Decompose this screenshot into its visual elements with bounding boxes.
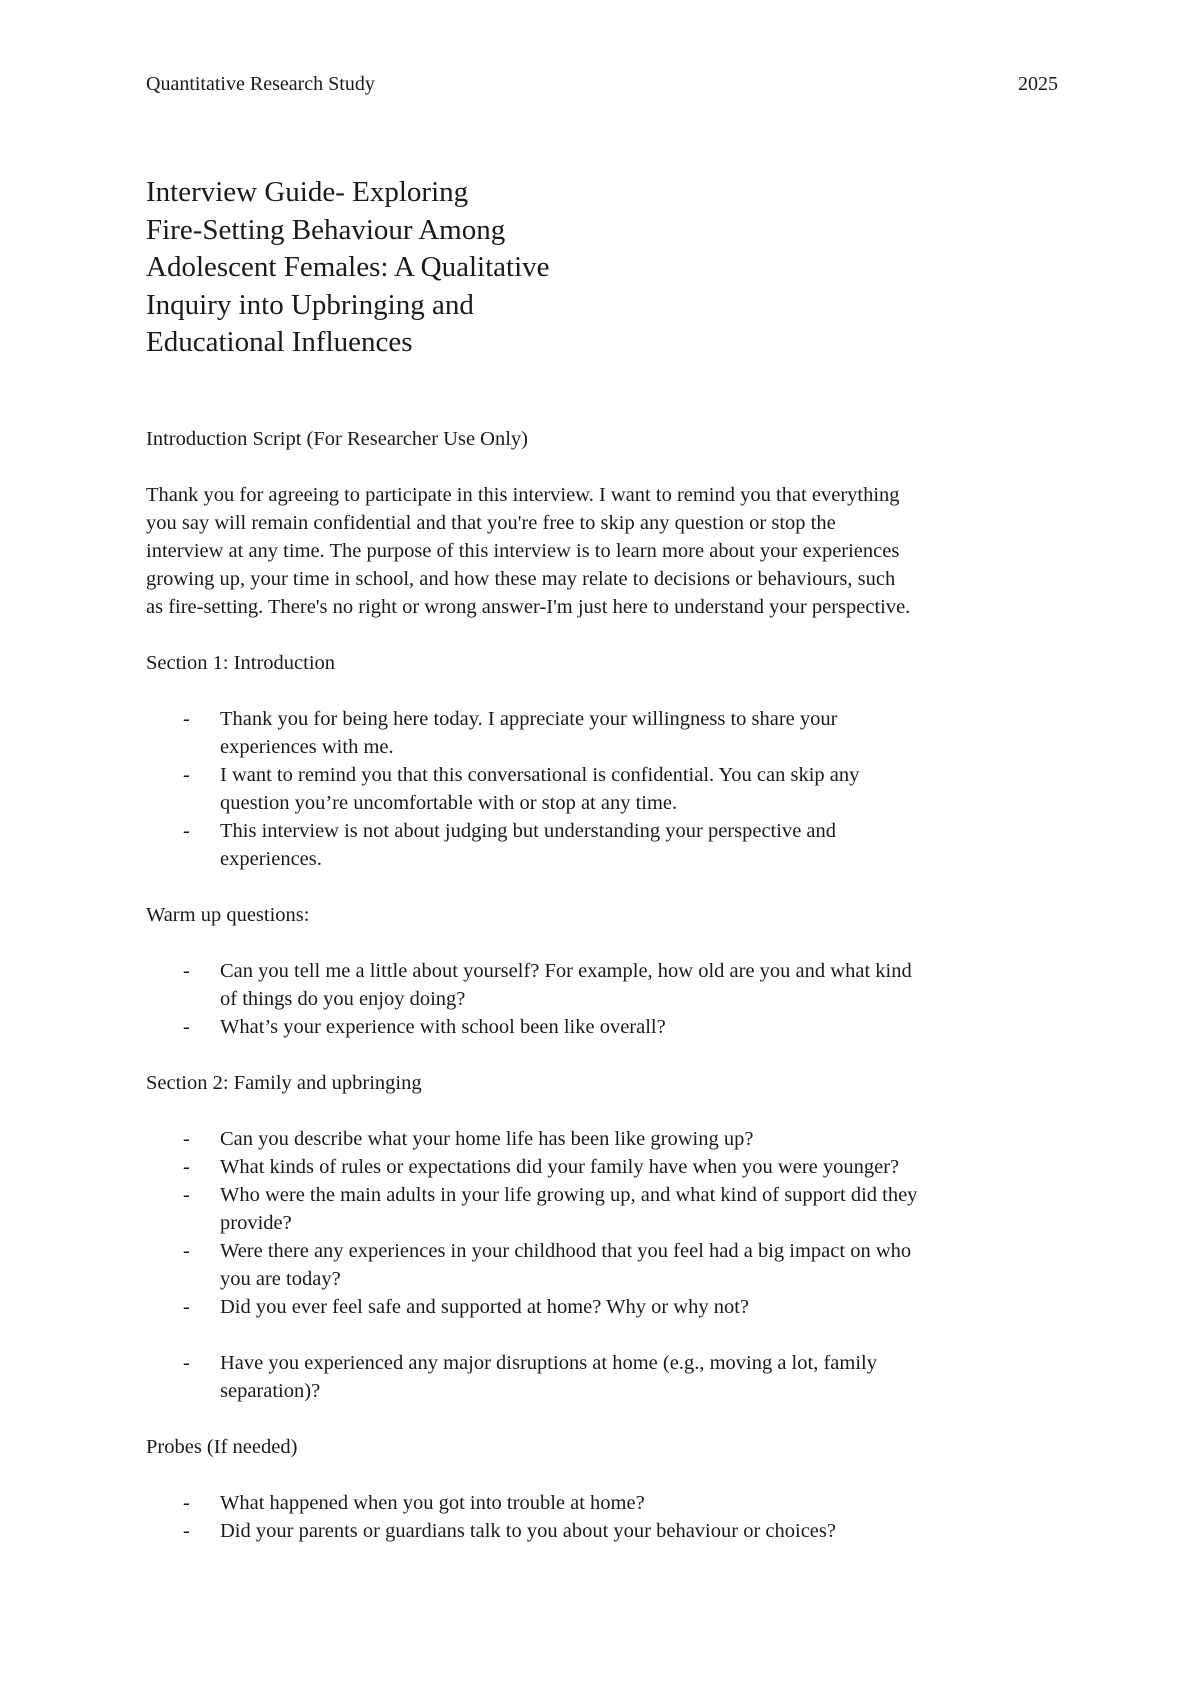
dash-bullet: - — [183, 820, 190, 842]
list-item: - Did you ever feel safe and supported at home? Why or why not? — [146, 1293, 1066, 1321]
section2-list — [146, 1125, 1066, 1405]
list-item: - Thank you for being here today. I appreciate your willingness to share your experiences with me. — [146, 705, 1066, 761]
title-line: Interview Guide- Exploring — [146, 176, 469, 208]
intro-paragraph — [146, 481, 1066, 621]
paragraph-line: you say will remain confidential and that you're free to skip any question or stop the — [146, 512, 836, 534]
list-item: - I want to remind you that this conversational is confidential. You can skip any question you’re uncomfortable with or stop at any time. — [146, 761, 1066, 817]
probes-heading: Probes (If needed) — [146, 1436, 298, 1458]
document-title — [146, 174, 666, 362]
list-item: - Have you experienced any major disruptions at home (e.g., moving a lot, family separation)? — [146, 1349, 1066, 1405]
list-item: - Who were the main adults in your life growing up, and what kind of support did they provide? — [146, 1181, 1066, 1237]
probes-list — [146, 1489, 1066, 1545]
header-left: Quantitative Research Study — [146, 73, 375, 95]
dash-bullet: - — [183, 764, 190, 786]
document-body — [146, 425, 1066, 1545]
warmup-list — [146, 957, 1066, 1041]
list-item: - Can you describe what your home life has been like growing up? — [146, 1125, 1066, 1153]
list-item: - Were there any experiences in your childhood that you feel had a big impact on who you are today? — [146, 1237, 1066, 1293]
dash-bullet: - — [183, 1016, 190, 1038]
header-year: 2025 — [1018, 73, 1058, 95]
paragraph-line: interview at any time. The purpose of this interview is to learn more about your experiences — [146, 540, 900, 562]
dash-bullet: - — [183, 1492, 190, 1514]
dash-bullet: - — [183, 1352, 190, 1374]
dash-bullet: - — [183, 708, 190, 730]
paragraph-line: Thank you for agreeing to participate in this interview. I want to remind you that everything — [146, 484, 900, 506]
list-item: - What happened when you got into trouble at home? — [146, 1489, 1066, 1517]
dash-bullet: - — [183, 1240, 190, 1262]
section1-list — [146, 705, 1066, 873]
running-header — [146, 70, 1058, 98]
list-item: - What’s your experience with school been like overall? — [146, 1013, 1066, 1041]
dash-bullet: - — [183, 1128, 190, 1150]
dash-bullet: - — [183, 1296, 190, 1318]
list-item: - Did your parents or guardians talk to you about your behaviour or choices? — [146, 1517, 1066, 1545]
paragraph-line: as fire-setting. There's no right or wrong answer-I'm just here to understand your perspective. — [146, 596, 911, 618]
intro-heading: Introduction Script (For Researcher Use Only) — [146, 428, 528, 450]
list-item: - This interview is not about judging but understanding your perspective and experiences. — [146, 817, 1066, 873]
dash-bullet: - — [183, 1156, 190, 1178]
title-line: Fire-Setting Behaviour Among — [146, 213, 506, 246]
dash-bullet: - — [183, 1184, 190, 1206]
section2-heading: Section 2: Family and upbringing — [146, 1072, 422, 1094]
title-line: Educational Influences — [146, 326, 413, 358]
list-item: - What kinds of rules or expectations did your family have when you were younger? — [146, 1153, 1066, 1181]
title-line: Inquiry into Upbringing and — [146, 288, 474, 321]
section1-heading: Section 1: Introduction — [146, 652, 336, 674]
warmup-heading: Warm up questions: — [146, 904, 310, 926]
paragraph-line: growing up, your time in school, and how these may relate to decisions or behaviours, such — [146, 568, 896, 590]
list-item: - Can you tell me a little about yourself? For example, how old are you and what kind of things do you enjoy doing? — [146, 957, 1066, 1013]
title-line: Adolescent Females: A Qualitative — [146, 251, 550, 283]
dash-bullet: - — [183, 960, 190, 982]
dash-bullet: - — [183, 1520, 190, 1542]
